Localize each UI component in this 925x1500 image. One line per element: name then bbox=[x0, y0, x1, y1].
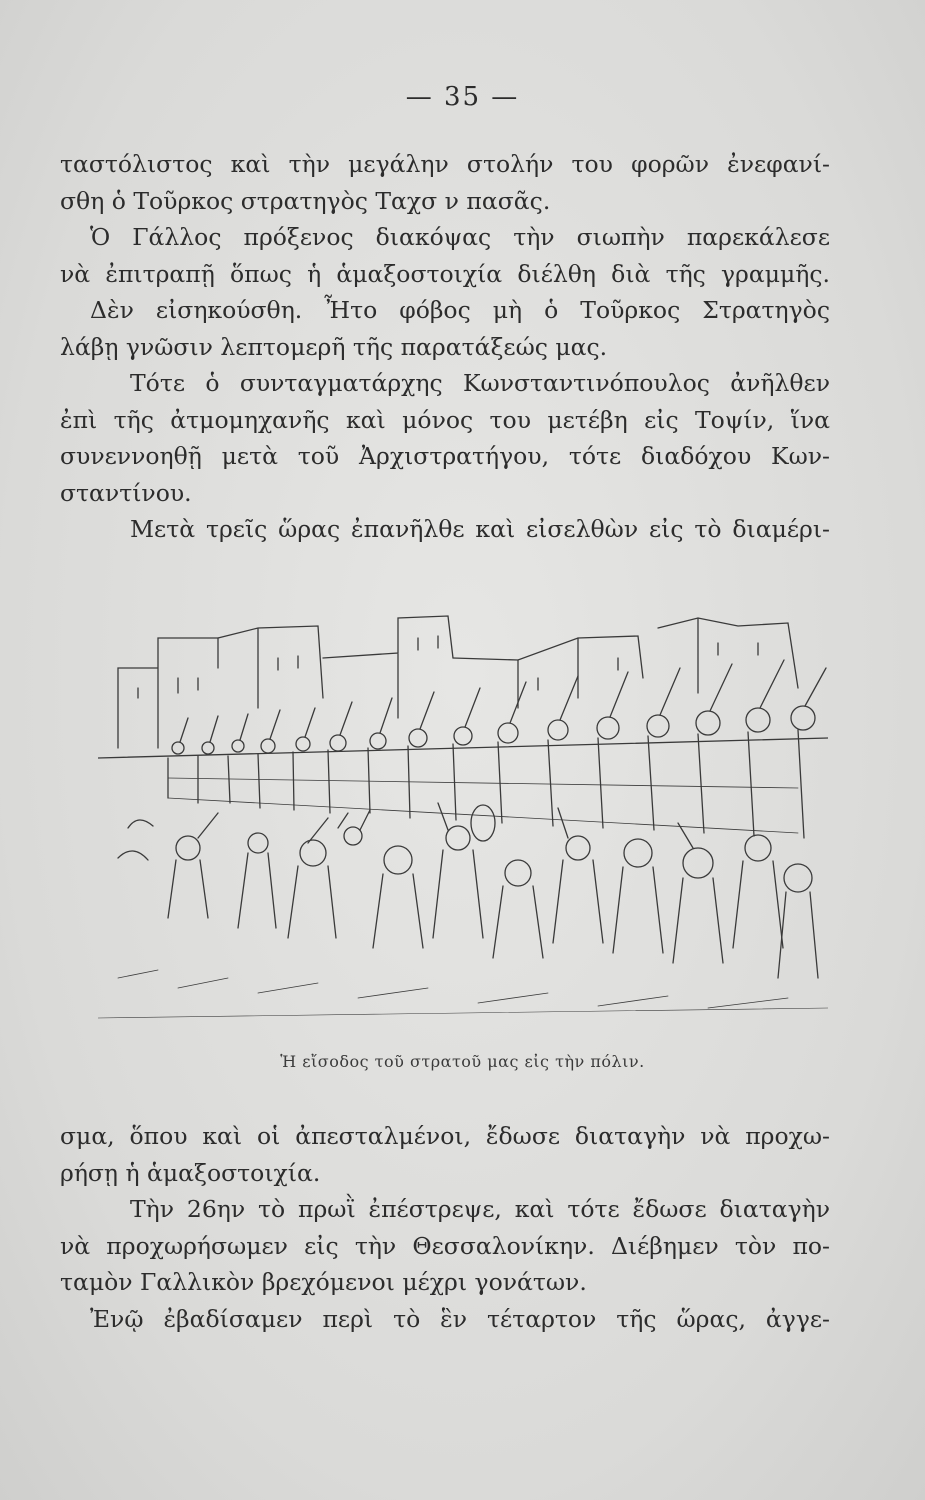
page-number: — 35 — bbox=[405, 82, 520, 112]
text-line: νὰ προχωρήσωμεν εἰς τὴν Θεσσαλονίκην. Διέβημεν τὸν πο- bbox=[60, 1231, 830, 1260]
text-line: σμα, ὅπου καὶ οἱ ἀπεσταλμένοι, ἔδωσε διαταγὴν νὰ προχω- bbox=[60, 1122, 830, 1150]
text-line: Τὴν 26ην τὸ πρωῒ ἐπέστρεψε, καὶ τότε ἔδωσε διαταγὴν bbox=[130, 1195, 830, 1223]
text-line: σταντίνου. bbox=[60, 478, 192, 507]
text-line: Ἐνῷ ἐβαδίσαμεν περὶ τὸ ἓν τέταρτον τῆς ὥρας, ἀγγε- bbox=[90, 1304, 830, 1333]
text-line: συνεννοηθῇ μετὰ τοῦ Ἀρχιστρατήγου, τότε διαδόχου Κων- bbox=[60, 442, 830, 470]
text-line: σθη ὁ Τοῦρκος στρατηγὸς Ταχσ ν πασᾶς. bbox=[60, 186, 551, 215]
text-line: Τότε ὁ συνταγματάρχης Κωνσταντινόπουλος ἀνῆλθεν bbox=[130, 369, 830, 397]
text-line: ἐπὶ τῆς ἀτμομηχανῆς καὶ μόνος του μετέβη εἰς Τοψίν, ἵνα bbox=[60, 405, 830, 434]
text-line: ρήσῃ ἡ ἁμαξοστοιχία. bbox=[60, 1158, 321, 1187]
text-block-top bbox=[60, 146, 830, 548]
text-line: Ὁ Γάλλος πρόξενος διακόψας τὴν σιωπὴν παρεκάλεσε bbox=[90, 223, 830, 251]
army-entering-city-illustration bbox=[98, 598, 828, 1038]
text-line: λάβῃ γνῶσιν λεπτομερῆ τῆς παρατάξεώς μας. bbox=[60, 332, 608, 361]
text-line: Μετὰ τρεῖς ὥρας ἐπανῆλθε καὶ εἰσελθὼν εἰς τὸ διαμέρι- bbox=[130, 515, 830, 543]
text-line: ταστόλιστος καὶ τὴν μεγάλην στολήν του φορῶν ἐνεφανί- bbox=[60, 150, 830, 178]
text-line: νὰ ἐπιτραπῇ ὅπως ἡ ἁμαξοστοιχία διέλθη διὰ τῆς γραμμῆς. bbox=[60, 259, 830, 288]
text-line: Δὲν εἰσηκούσθη. Ἦτο φόβος μὴ ὁ Τοῦρκος Στρατηγὸς bbox=[90, 296, 830, 324]
text-block-bottom bbox=[60, 1118, 830, 1337]
text-line: ταμὸν Γαλλικὸν βρεχόμενοι μέχρι γονάτων. bbox=[60, 1268, 587, 1296]
illustration-caption: Ἡ εἴσοδος τοῦ στρατοῦ μας εἰς τὴν πόλιν. bbox=[280, 1052, 645, 1071]
